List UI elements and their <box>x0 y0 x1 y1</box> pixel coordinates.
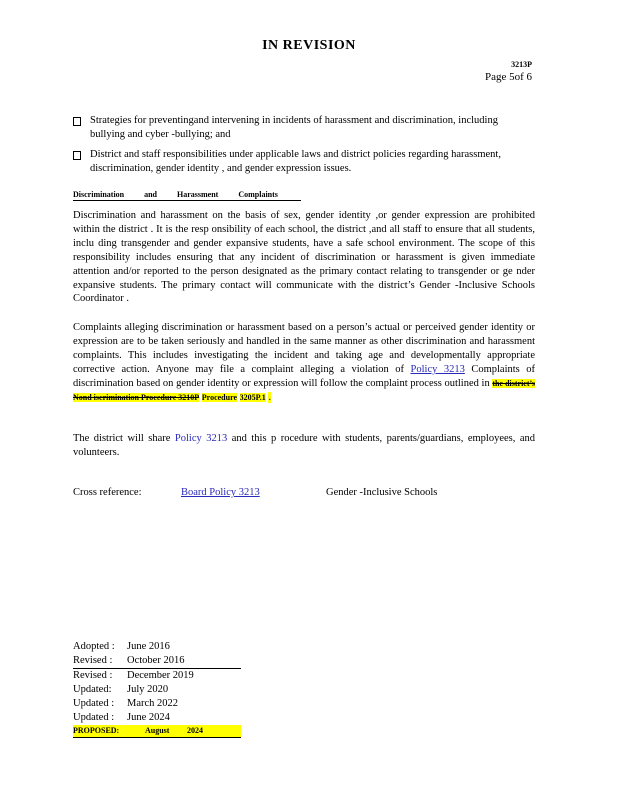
paragraph-text: Complaints alleging discrimination or harassment based on a person’s actual or perceived gender identity or expression are to be taken seriously and handled in the same manner as other discrimination and harassment complaints. This includes investigating the incident and taking age and developmentally appropriate corrective action. Anyone may file a complaint alleging a violation of <box>73 322 535 375</box>
bullet-item <box>73 148 513 176</box>
history-label: Updated : <box>73 698 115 709</box>
history-label: Updated: <box>73 684 112 695</box>
paragraph-complaints <box>73 321 535 404</box>
revision-history <box>73 640 241 738</box>
bullet-text: District and staff responsibilities under applicable laws and district policies regarding harassment, discrimination, gender identity , and gender expression issues. <box>90 149 501 174</box>
policy-3213-link[interactable]: Policy 3213 <box>410 363 465 375</box>
board-policy-link[interactable]: Board Policy 3213 <box>181 487 260 498</box>
history-row <box>73 697 241 711</box>
history-label: Adopted : <box>73 641 115 652</box>
inserted-label: Procedure <box>201 392 238 402</box>
paragraph-text: The district will share <box>73 433 171 444</box>
proposed-row <box>73 725 241 738</box>
paragraph-text: and this p rocedure with students, parents/guardians, employees, and volunteers. <box>73 433 535 458</box>
history-row <box>73 640 241 654</box>
history-row <box>73 669 241 683</box>
history-label: Updated : <box>73 712 115 723</box>
cross-reference-label: Cross reference: <box>73 487 142 498</box>
history-row <box>73 711 241 725</box>
paragraph-discrimination: Discrimination and harassment on the basis of sex, gender identity ,or gender expression are prohibited within the district . It is the resp onsibility of each school, the district ,and all staff to ensure that all students, inclu ding transgender and gender expansive students, have a safe school environment. The scope of this responsibility includes ensuring that any incident of discrimination or harassment is given immediate attention and/or reported to the person designated as the primary contact relating to transgender or ge nder expansive students. The primary contact will communicate with the district’s Gender -Inclusive Schools Coordinator . <box>73 210 535 305</box>
bullet-square-icon <box>73 117 81 126</box>
struck-text: the district’s Nond iscrimination Procedure 3210P <box>73 378 536 402</box>
policy-3213-link[interactable]: Policy 3213 <box>174 433 228 444</box>
history-date: June 2016 <box>127 641 170 652</box>
history-label: Revised : <box>73 655 113 666</box>
bullet-square-icon <box>73 151 81 160</box>
history-date: March 2022 <box>127 698 179 709</box>
bullet-item <box>73 114 513 142</box>
section-heading: Discrimination and Harassment Complaints <box>73 190 301 201</box>
history-row <box>73 683 241 697</box>
paragraph-share <box>73 432 535 460</box>
inserted-number: 3205P.1 <box>239 392 266 402</box>
document-number: 3213P <box>511 60 532 69</box>
proposed-label: PROPOSED: <box>73 726 120 735</box>
history-date: June 2024 <box>127 712 170 723</box>
revision-title: IN REVISION <box>262 38 356 53</box>
history-date: July 2020 <box>127 684 169 695</box>
cross-reference-title: Gender -Inclusive Schools <box>326 487 438 498</box>
history-row <box>73 654 241 669</box>
history-label: Revised : <box>73 670 113 681</box>
proposed-year: 2024 <box>187 726 203 735</box>
proposed-month: August <box>145 726 170 735</box>
page-number: Page 5of 6 <box>484 71 532 83</box>
history-date: October 2016 <box>127 655 185 666</box>
paragraph-text: Complaints of discrimination based on gender identity or expression will follow the complaint process outlined in <box>73 363 535 389</box>
inserted-period: . <box>268 391 272 403</box>
history-date: December 2019 <box>127 670 194 681</box>
bullet-text: Strategies for preventingand intervening in incidents of harassment and discrimination, including bullying and cyber -bullying; and <box>90 115 498 140</box>
